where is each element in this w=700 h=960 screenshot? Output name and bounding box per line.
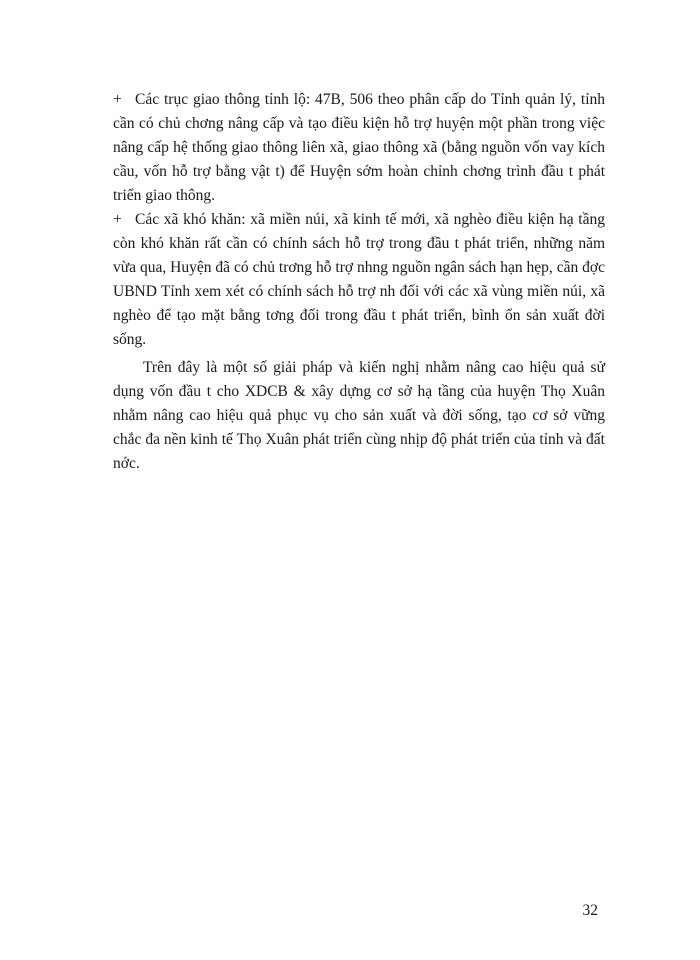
page-number: 32 (582, 902, 598, 919)
bullet-marker: + (113, 211, 122, 228)
bullet-item-difficult-communes (113, 208, 605, 352)
conclusion-paragraph: Trên đây là một số giải pháp và kiến nghị nhằm nâng cao hiệu quả sử dụng vốn đầu t cho XDCB & xây dựng cơ sở hạ tầng của huyện Thọ Xuân nhằm nâng cao hiệu quả phục vụ cho sản xuất và đời sống, tạo cơ sở vững chắc đa nền kinh tế Thọ Xuân phát triển cùng nhịp độ phát triển của tỉnh và đất nớc. (113, 359, 605, 472)
bullet-text: Các trục giao thông tỉnh lộ: 47B, 506 theo phân cấp do Tỉnh quản lý, tỉnh cần có chủ chơng nâng cấp và tạo điều kiện hỗ trợ huyện một phần trong việc nâng cấp hệ thống giao thông liên xã, giao thông xã (bằng nguồn vốn vay kích cầu, vốn hỗ trợ bằng vật t) để Huyện sớm hoàn chỉnh chơng trình đầu t phát triển giao thông. (113, 91, 605, 204)
bullet-text: Các xã khó khăn: xã miền núi, xã kinh tế mới, xã nghèo điều kiện hạ tầng còn khó khăn rất cần có chính sách hỗ trợ trong đầu t phát triển, những năm vừa qua, Huyện đã có chủ trơng hỗ trợ nhng nguồn ngân sách hạn hẹp, cần đợc UBND Tỉnh xem xét có chính sách hỗ trợ nh đối với các xã vùng miền núi, xã nghèo để tạo mặt bằng tơng đối trong đầu t phát triển, bình ổn sản xuất đời sống. (113, 211, 605, 348)
bullet-item-provincial-roads (113, 88, 605, 208)
document-body (113, 88, 605, 476)
bullet-marker: + (113, 91, 122, 108)
